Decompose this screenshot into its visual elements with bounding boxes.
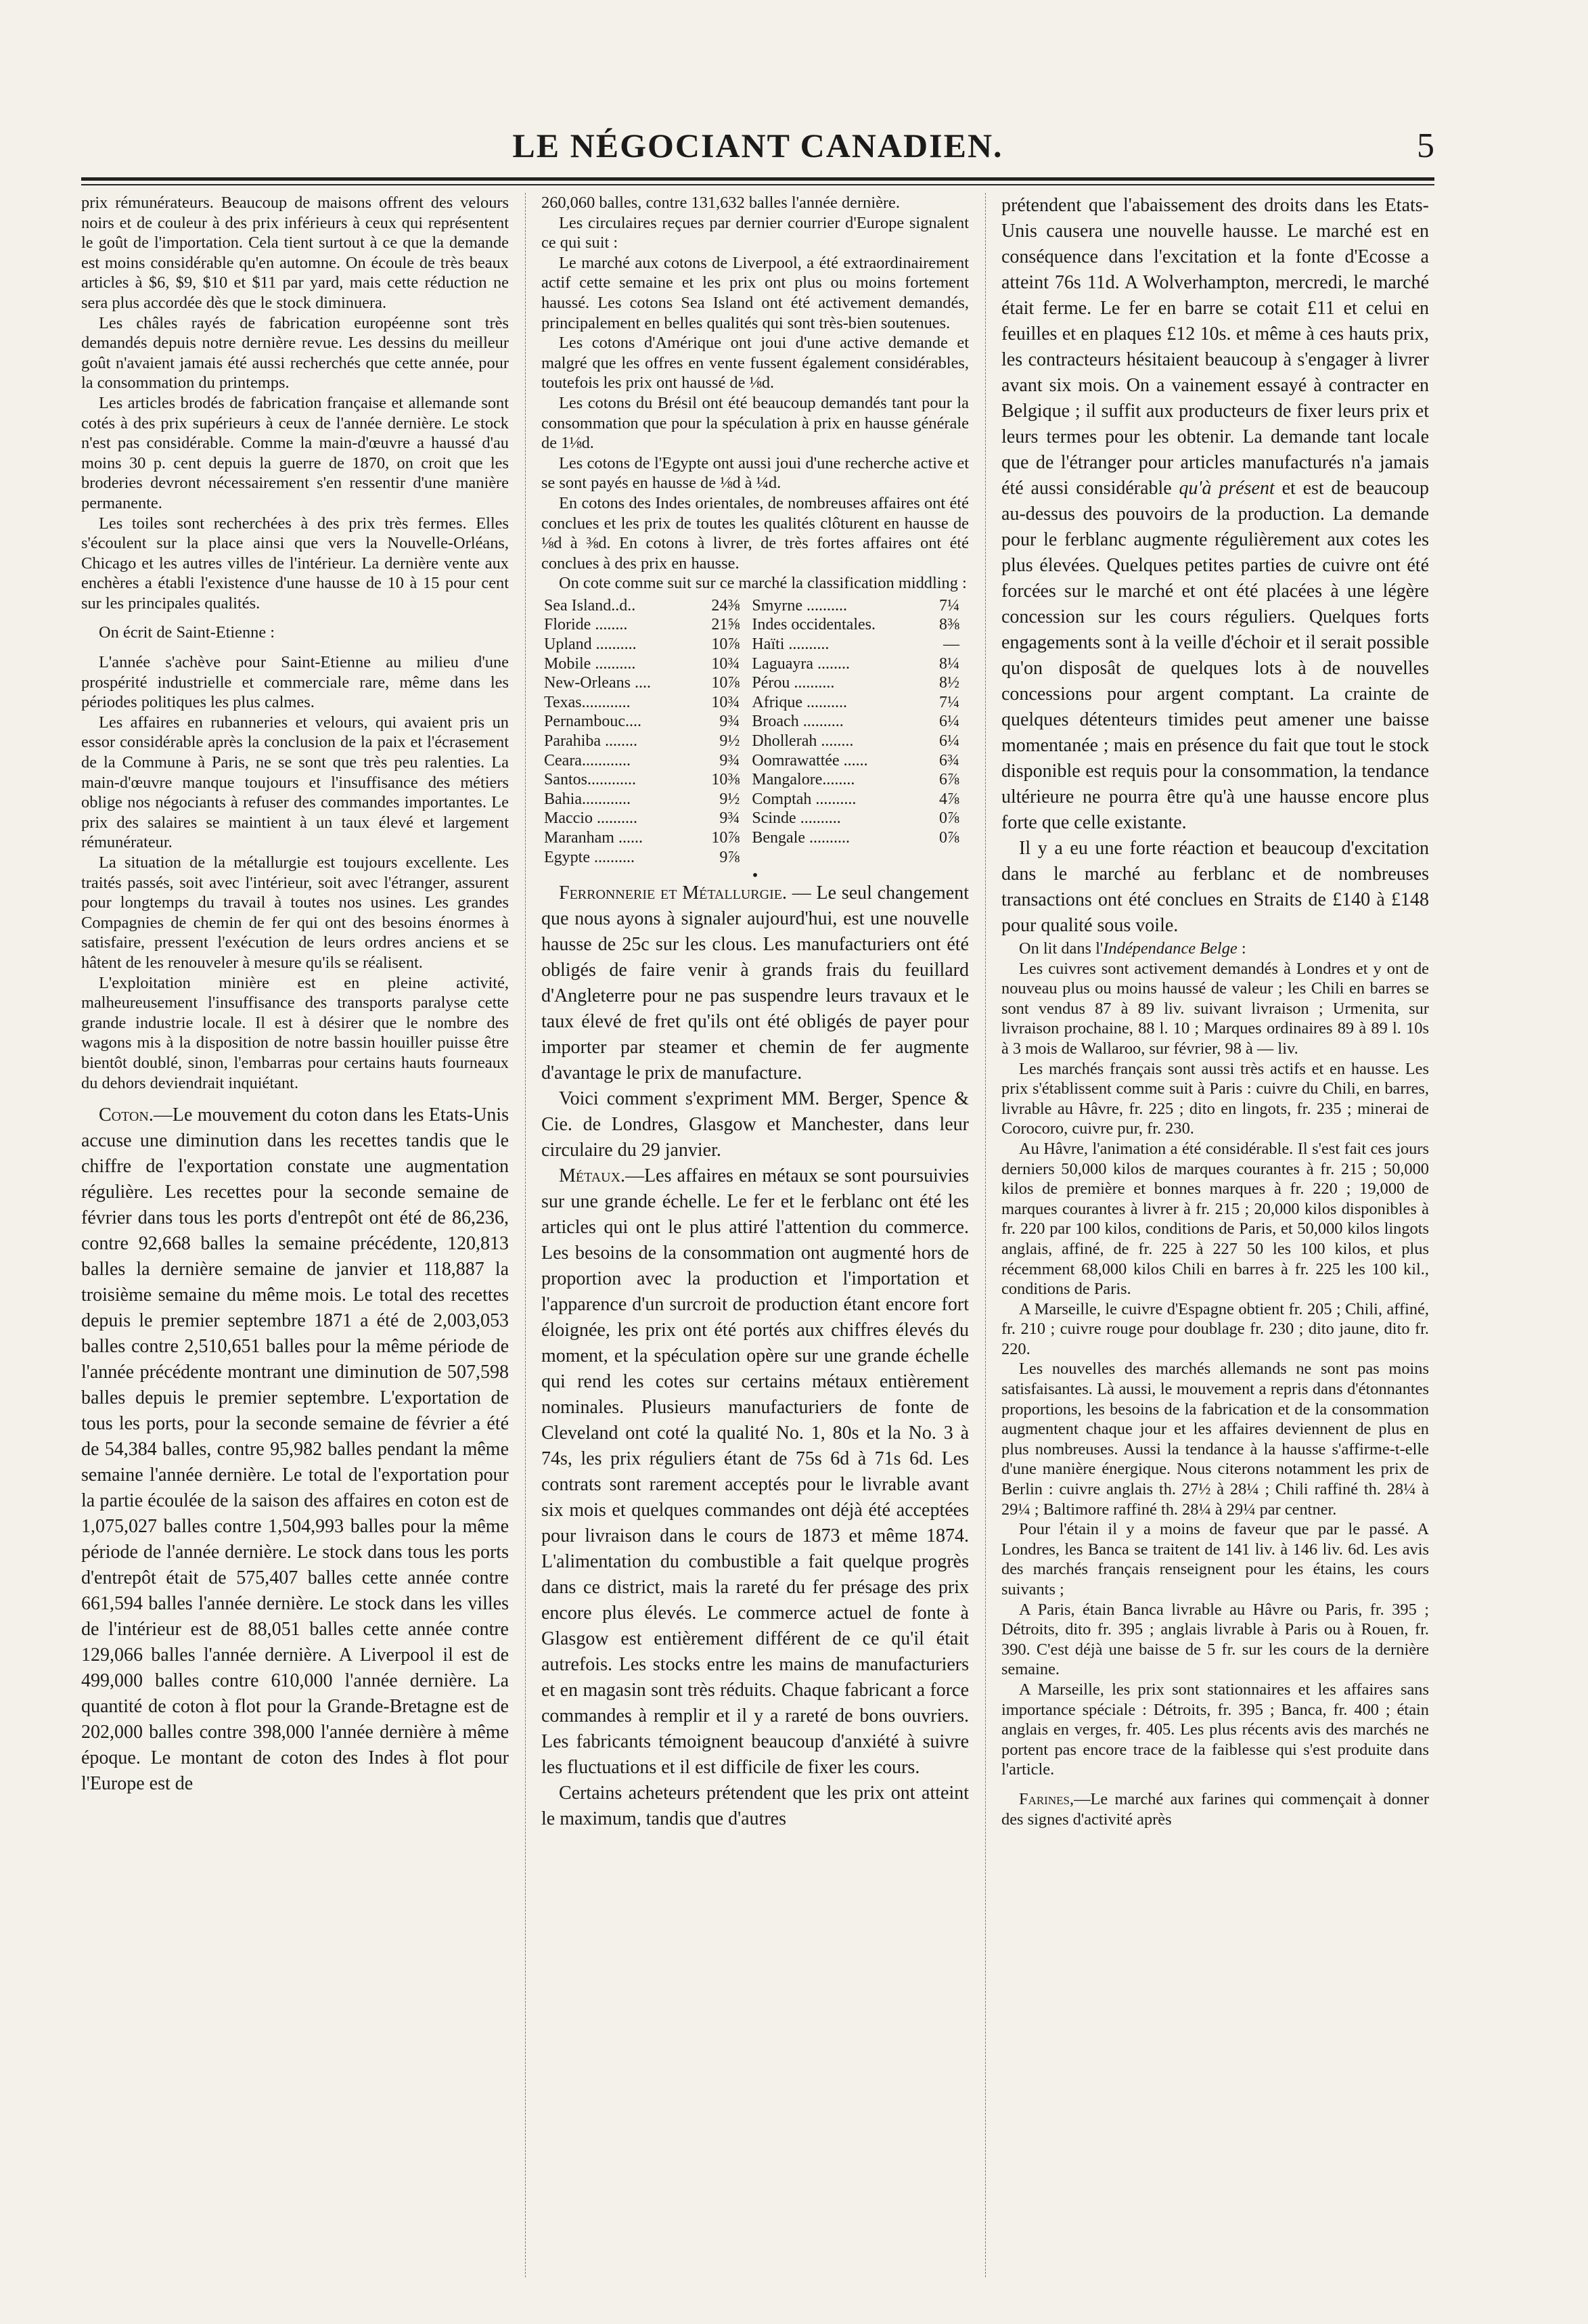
paragraph-coton [81, 1102, 509, 1797]
paragraph-text: —Les affaires en métaux se sont poursuivies sur une grande échelle. Le fer et le ferblanc ont été les articles qui ont le plus attiré l'attention du commerce. Les besoins de la consommation ont augmenté hors de proportion avec la production et l'importation et l'apparence d'un surcroit de production étant encore fort éloignée, les prix ont été portés aux chiffres élevés du moment, et la spéculation opère sur une grande échelle qui rend les cotes sur certains métaux entièrement nominales. Plusieurs manufacturiers de fonte de Cleveland ont coté la qualité No. 1, 80s et la No. 3 à 74s, les prix réguliers étant de 75s 6d à 71s 6d. Les contrats sont rarement acceptés pour le livrable avant six mois et quelques commandes ont déjà été acceptées pour livraison dans le cours de 1873 et même 1874. L'alimentation du combustible a fait quelque progrès dans ce district, mais la rareté du fer présage des prix encore plus élevés. Le commerce actuel de fonte à Glasgow est entièrement différent de ce qu'il était autrefois. Les stocks entre les mains de manufacturiers et en magasin sont très réduits. Chaque fabricant a force commandes à remplir et il y a rareté de bons ouvriers. Les fabricants témoignent beaucoup d'anxiété à suivre les fluctuations et il est difficile de fixer les cours. [541, 1165, 969, 1779]
quote-price: 9¾ [719, 713, 740, 731]
quote-price: 8½ [939, 674, 959, 692]
cotton-quotes-table [541, 596, 969, 867]
paragraph: Le marché aux cotons de Liverpool, a été extraordinairement actif cette semaine et les prix ont plus ou moins fortement haussé. Les cotons Sea Island ont été activement demandés, principalement en belles qualités qui sont très-bien soutenues. [541, 253, 969, 332]
quote-origin: Floride ........ [544, 616, 628, 634]
quote-price: 0⅞ [939, 829, 959, 847]
quote-origin: Bahia............ [544, 790, 631, 808]
quote-price: 7¼ [939, 596, 959, 614]
header-rule-thick [81, 177, 1434, 181]
paragraph [1001, 939, 1429, 959]
paragraph: L'exploitation minière est en pleine activité, malheureusement l'insuffisance des transports paralyse cette grande industrie locale. Il est à désirer que le nombre des wagons mis à la disposition de notre bassin houiller puisse être bientôt doublé, sinon, l'embarras pour certains hauts fourneaux du dehors deviendrait inquiétant. [81, 973, 509, 1092]
quote-origin: Maranham ...... [544, 829, 643, 847]
quote-price: 9¾ [719, 809, 740, 828]
paragraph: On cote comme suit sur ce marché la classification middling : [559, 574, 967, 593]
paragraph: Les cotons d'Amérique ont joui d'une active demande et malgré que les offres en vente fussent également considérables, toutefois les prix ont haussé de ⅛d. [541, 334, 969, 393]
paragraph: A Marseille, les prix sont stationnaires et les affaires sans importance spéciale : Détroits, fr. 395 ; Banca, fr. 400 ; étain anglais en verges, fr. 405. Les plus récents avis des marchés ne portent pas encore trace de la faiblesse qui s'est produite dans l'article. [1001, 1680, 1429, 1779]
paragraph: Les châles rayés de fabrication européenne sont très demandés depuis notre dernière revue. Les dessins du meilleur goût n'avaient jamais été aussi recherchés que cette année, pour la consommation du printemps. [81, 313, 509, 393]
paragraph: A Paris, étain Banca livrable au Hâvre ou Paris, fr. 395 ; Détroits, dito fr. 395 ; anglais livrable à Paris ou à Rouen, fr. 390. C'est déjà une baisse de 5 fr. sur les cours de la dernière semaine. [1001, 1600, 1429, 1679]
paragraph: Les circulaires reçues par dernier courrier d'Europe signalent ce qui suit : [541, 213, 969, 252]
quote-price: 6⅞ [939, 771, 959, 789]
paragraph-text: On lit dans l' [1019, 939, 1104, 958]
table-row [541, 615, 969, 635]
quote-origin: Afrique .......... [752, 693, 848, 711]
table-row [541, 654, 969, 674]
separator-dot: • [752, 866, 758, 885]
column-separator [985, 193, 986, 2277]
quote-price: 6¾ [939, 751, 959, 769]
paragraph: Il y a eu une forte réaction et beaucoup d'excitation dans le marché au ferblanc et de nombreuses transactions ont été conclues en Straits de £140 à £148 pour qualité sous voile. [1001, 838, 1429, 936]
quote-origin: Parahiba ........ [544, 732, 637, 751]
paragraph-text: et est de beaucoup au-dessus des pouvoirs de la production. La demande pour le ferblanc augmente régulièrement aux cotes les plus élevées. Quelques petites parties de cuivre ont été forcées sur le marché et ont été placées à une légère concession sur les cours réguliers. Quelques forts engagements sont à la veille d'échoir et il serait possible qu'on disposât de quelques lots à de nouvelles concessions pour argent comptant. La crainte de quelques détenteurs timides peut amener une baisse momentanée ; mais en présence du fait que tout le stock disponible est requis pour la consommation, la tendance ultérieure ne pourra être qu'à une hausse encore plus forte que celle existante. [1001, 478, 1429, 833]
quote-origin: Santos............ [544, 771, 637, 789]
quote-origin: Haïti .......... [752, 635, 830, 654]
table-row [541, 693, 969, 713]
quote-price: 10⅜ [711, 771, 740, 789]
quote-origin: Scinde .......... [752, 809, 841, 828]
table-row [541, 751, 969, 771]
quote-price: 9½ [719, 790, 740, 808]
quote-price: 10⅞ [711, 829, 740, 847]
italic-text: qu'à présent [1179, 478, 1275, 499]
table-row [541, 673, 969, 693]
quote-origin: Pernambouc.... [544, 713, 641, 731]
quote-origin: Sea Island..d.. [544, 596, 636, 614]
quote-origin: Maccio .......... [544, 809, 637, 828]
paragraph-text: —Le marché aux farines qui commençait à donner des signes d'activité après [1001, 1789, 1429, 1829]
italic-text: Indépendance Belge [1103, 939, 1238, 958]
paragraph-metaux [541, 1163, 969, 1781]
quote-origin: Egypte .......... [544, 848, 635, 866]
quote-price: 9½ [719, 732, 740, 751]
quote-origin: Bengale .......... [752, 829, 850, 847]
quote-price: 7¼ [939, 693, 959, 711]
quote-price: 24⅜ [711, 596, 740, 614]
table-row [541, 809, 969, 828]
page-number: 5 [1417, 127, 1434, 165]
paragraph-text: —Le mouvement du coton dans les Etats-Unis accuse une diminution dans les recettes tandis que le chiffre de l'exportation constate une augmentation régulière. Les recettes pour la seconde semaine de février dans tous les ports d'entrepôt ont été de 86,236, contre 92,668 balles la semaine précédente, 120,813 balles la dernière semaine de janvier et 118,887 la troisième semaine du même mois. Le total des recettes depuis le premier septembre 1871 a été de 2,003,053 balles contre 2,510,651 balles pour la même période de l'année précédente montrant une diminution de 507,598 balles depuis le premier septembre. L'exportation de tous les ports, pour la seconde semaine de février a été de 54,384 balles, contre 95,982 balles pendant la même semaine l'année dernière. Le total de l'exportation pour la partie écoulée de la saison des affaires en coton est de 1,075,027 balles contre 1,504,993 balles pour la même période de l'année dernière. Le stock dans tous les ports d'entrepôt était de 575,407 balles cette année contre 661,594 balles l'année dernière. Le stock dans les villes de l'intérieur est de 88,051 balles cette année contre 129,066 balles l'année dernière. A Liverpool il est de 499,000 balles contre 610,000 l'année dernière. La quantité de coton à flot pour la Grande-Bretagne est de 202,000 balles contre 398,000 l'année dernière à même époque. Le montant de coton des Indes à flot pour l'Europe est de [81, 1104, 509, 1795]
quote-price: 8¼ [939, 654, 959, 673]
paragraph: Les marchés français sont aussi très actifs et en hausse. Les prix s'établissent comme suit à Paris : cuivre du Chili, en barres, livrable au Hâvre, fr. 225 ; dito en lingots, fr. 235 ; minerai de Corocoro, cuivre pur, fr. 230. [1001, 1059, 1429, 1138]
paragraph: Les articles brodés de fabrication française et allemande sont cotés à des prix supérieurs à ceux de l'année dernière. Le stock n'est pas considérable. Comme la main-d'œuvre a haussé d'au moins 30 p. cent depuis la guerre de 1870, on croit que les broderies devront nécessairement s'en ressentir d'une manière permanente. [81, 393, 509, 512]
quote-origin: Dhollerah ........ [752, 732, 854, 751]
table-row [541, 828, 969, 848]
quote-price: 0⅞ [939, 809, 959, 828]
quote-price: 21⅝ [711, 616, 740, 634]
table-row [541, 848, 969, 868]
quote-origin [749, 848, 924, 868]
section-lead-metaux: Métaux. [559, 1165, 626, 1187]
quote-price: 10¾ [711, 693, 740, 711]
paragraph: Les cotons de l'Egypte ont aussi joui d'une recherche active et se sont payés en hausse de ⅛d à ¼d. [541, 453, 969, 493]
quote-origin: New-Orleans .... [544, 674, 651, 692]
paragraph-text: — Le seul changement que nous ayons à signaler aujourd'hui, est une nouvelle hausse de 25c sur les clous. Les manufacturiers ont été obligés de faire venir à grands frais du feuillard d'Angleterre pour ne pas suspendre leurs travaux et le taux élevé de fret qu'ils ont été obligés de payer pour importer par steamer et chemin de fer augmente d'avantage le prix de manufacture. [541, 882, 969, 1084]
quote-price: 4⅞ [939, 790, 959, 808]
quote-price: 9¾ [719, 751, 740, 769]
paragraph-text: : [1237, 939, 1246, 958]
paragraph [1001, 193, 1429, 836]
paragraph: 260,060 balles, contre 131,632 balles l'année dernière. [541, 194, 900, 212]
paragraph: Certains acheteurs prétendent que les prix ont atteint le maximum, tandis que d'autres [541, 1783, 969, 1830]
table-row [541, 635, 969, 654]
paragraph: Pour l'étain il y a moins de faveur que par le passé. A Londres, les Banca se traitent de 141 liv. à 146 liv. 6d. Les avis des marchés français renseignent pour les étains, les cours suivants ; [1001, 1520, 1429, 1599]
paragraph: L'année s'achève pour Saint-Etienne au milieu d'une prospérité industrielle et commerciale rare, même dans les périodes politiques les plus calmes. [81, 653, 509, 712]
column-1 [81, 193, 509, 2277]
quote-origin: Ceara............ [544, 751, 631, 769]
quote-origin: Broach .......... [752, 713, 844, 731]
section-lead-ferronnerie: Ferronnerie et Métallurgie. [559, 882, 787, 904]
paragraph-text: prétendent que l'abaissement des droits dans les Etats-Unis causera une nouvelle hausse. Le marché est en conséquence dans l'excitation et la fonte d'Ecosse a atteint 76s 11d. A Wolverhampton, mercredi, le marché était ferme. Le fer en barre se cotait £11 et celui en feuilles et en plaques £12 10s. et même à ces hauts prix, les contracteurs hésitaient beaucoup à s'engager à livrer avant six mois. On a vainement essayé à contracter en Belgique ; il suffit aux producteurs de fixer leurs prix et leurs termes pour les obtenir. La demande tant locale que de l'étranger pour articles manufacturés n'a jamais été aussi considérable [1001, 195, 1429, 499]
paragraph: A Marseille, le cuivre d'Espagne obtient fr. 205 ; Chili, affiné, fr. 210 ; cuivre rouge pour doublage fr. 230 ; dito jaune, dito fr. 220. [1001, 1299, 1429, 1358]
paragraph-farines [1001, 1789, 1429, 1829]
paragraph: En cotons des Indes orientales, de nombreuses affaires ont été conclues et les prix de toutes les qualités clôturent en hausse de ⅛d à ⅜d. En cotons à livrer, de très fortes affaires ont été conclues à des prix en hausse. [541, 493, 969, 573]
paragraph: Les nouvelles des marchés allemands ne sont pas moins satisfaisantes. Là aussi, le mouvement a repris dans d'étonnantes proportions, les besoins de la fabrication et de la consommation augmentent chaque jour et les affaires deviennent de plus en plus nombreuses. Aussi la tendance à la hausse s'affirme-t-elle d'une manière énergique. Nous citerons notamment les prix de Berlin : cuivre anglais th. 27½ à 28¼ ; Chili raffiné th. 28¼ à 29¼ ; Baltimore raffiné th. 28¼ à 29¼ par centner. [1001, 1360, 1429, 1519]
quote-price: 10¾ [711, 654, 740, 673]
quote-origin: Smyrne .......... [752, 596, 848, 614]
paragraph: Les toiles sont recherchées à des prix très fermes. Elles s'écoulent sur la place ainsi que vers la Nouvelle-Orléans, Chicago et les autres villes de l'intérieur. La dernière vente aux enchères a établi l'existence d'une hausse de 10 à 15 pour cent sur les principales qualités. [81, 514, 509, 612]
masthead [81, 126, 1434, 166]
paragraph: Les cotons du Brésil ont été beaucoup demandés tant pour la consommation que pour la spéculation à prix en hausse générale de 1⅛d. [541, 393, 969, 453]
paragraph-ferronnerie [541, 880, 969, 1086]
table-row [541, 596, 969, 616]
column-separator [525, 193, 526, 2277]
quote-origin: Indes occidentales. [752, 616, 876, 634]
quote-origin: Laguayra ........ [752, 654, 850, 673]
quote-origin: Upland .......... [544, 635, 637, 654]
quote-price: 9⅞ [719, 848, 740, 866]
paragraph: Au Hâvre, l'animation a été considérable. Il s'est fait ces jours derniers 50,000 kilos de marques courantes à fr. 215 ; 50,000 kilos de première et bonnes marques à fr. 220 ; 19,000 de marques courantes à livrer à fr. 215 ; 20,000 kilos disponibles à fr. 220 par 100 kilos, conditions de Paris, et 50,000 kilos lingots anglais, affiné, de fr. 225 à 227 50 les 100 kilos, et plus récemment 68,000 kilos Chili en barres à fr. 225 les 100 kil., conditions de Paris. [1001, 1139, 1429, 1299]
quote-origin: Comptah .......... [752, 790, 857, 808]
quote-price: — [943, 635, 959, 654]
table-row [541, 732, 969, 751]
table-row [541, 770, 969, 790]
section-lead-farines: Farines, [1019, 1789, 1074, 1808]
column-2 [541, 193, 969, 2277]
paragraph: Voici comment s'expriment MM. Berger, Spence & Cie. de Londres, Glasgow et Manchester, dans leur circulaire du 29 janvier. [541, 1088, 969, 1161]
paragraph: prix rémunérateurs. Beaucoup de maisons offrent des velours noirs et de couleur à des prix inférieurs à ceux qui représentent le goût de l'importation. Cela tient surtout à ce que la demande est moins considérable qu'en automne. On écoule de très beaux articles à $6, $9, $10 et $11 par yard, mais cette réduction ne sera plus accordée dès que le stock diminuera. [81, 194, 509, 312]
quote-origin: Mobile .......... [544, 654, 636, 673]
quote-price: 10⅞ [711, 674, 740, 692]
quote-price: 6¼ [939, 732, 959, 751]
column-3 [1001, 193, 1429, 2277]
header-rule-thin [81, 184, 1434, 185]
quote-price [925, 848, 969, 868]
quote-price: 6¼ [939, 713, 959, 731]
quote-price: 8⅜ [939, 616, 959, 634]
quote-origin: Texas............ [544, 693, 631, 711]
quote-origin: Mangalore........ [752, 771, 855, 789]
paragraph: Les cuivres sont activement demandés à Londres et y ont de nouveau plus ou moins haussé de valeur ; les Chili en barres se sont vendus 87 à 89 liv. suivant livraison ; Urmenita, sur livraison prochaine, 88 l. 10 ; Marques ordinaires 89 à 89 l. 10s à 3 mois de Wallaroo, sur février, 98 à — liv. [1001, 959, 1429, 1058]
paragraph: On écrit de Saint-Etienne : [99, 623, 275, 642]
quote-origin: Oomrawattée ...... [752, 751, 868, 769]
paragraph: Les affaires en rubanneries et velours, qui avaient pris un essor considérable après la conclusion de la paix et l'écrasement de la Commune à Paris, ne se sont que très peu ralenties. La main-d'œuvre manque toujours et l'insuffisance des métiers oblige nos négociants à refuser des commandes importantes. Le prix des salaires se maintient à un taux élevé et largement rémunérateur. [81, 713, 509, 852]
section-lead-coton: Coton. [99, 1104, 154, 1126]
table-row [541, 712, 969, 732]
page-title: LE NÉGOCIANT CANADIEN. [512, 127, 1003, 164]
table-row [541, 790, 969, 809]
paragraph: La situation de la métallurgie est toujours excellente. Les traités passés, soit avec l'intérieur, soit avec l'étranger, assurent pour longtemps du travail à toutes nos usines. Les grandes Compagnies de chemin de fer qui ont des besoins énormes à satisfaire, pressent l'exécution de leurs ordres anciens et se hâtent de les renouveler à mesure qu'ils se réalisent. [81, 853, 509, 972]
quote-origin: Pérou .......... [752, 674, 835, 692]
quote-price: 10⅞ [711, 635, 740, 654]
